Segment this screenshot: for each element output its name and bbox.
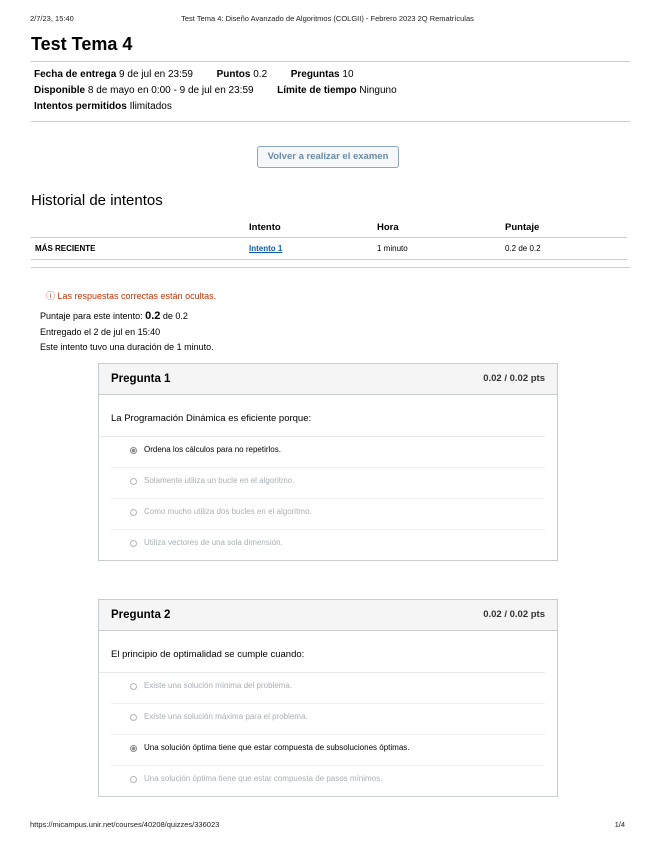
question-points: 0.02 / 0.02 pts [483,609,545,620]
available-value: 8 de mayo en 0:00 - 9 de jul en 23:59 [87,85,254,96]
attempt-score: 0.2 de 0.2 [501,238,627,260]
history-header-attempt: Intento [245,220,373,238]
attempt-score-line [40,310,188,322]
available-label: Disponible [34,85,86,96]
answer-option [111,673,545,704]
radio-icon [130,540,137,547]
time-limit-label: Límite de tiempo [277,85,357,96]
answer-text: Una solución óptima tiene que estar compuesta de subsoluciones óptimas. [144,743,410,752]
attempt-link[interactable]: Intento 1 [249,244,283,253]
attempts-label: Intentos permitidos [34,101,127,112]
score-suffix: de 0.2 [160,311,188,321]
radio-selected-icon [130,745,137,752]
answer-option [111,499,545,530]
question-title: Pregunta 2 [111,609,171,621]
question-header [99,364,557,395]
radio-icon [130,683,137,690]
page-title: Test Tema 4 [31,34,133,54]
divider [31,121,630,122]
history-header-time: Hora [373,220,501,238]
score-value: 0.2 [145,310,161,322]
question-card [98,363,558,561]
radio-icon [130,714,137,721]
question-header [99,600,557,631]
answer-option [111,468,545,499]
quiz-meta-row-1 [34,69,354,80]
history-title: Historial de intentos [31,192,163,209]
answer-text: Ordena los cálculos para no repetirlos. [144,445,281,454]
points-label: Puntos [216,69,251,80]
attempts-value: Ilimitados [129,101,172,112]
score-prefix: Puntaje para este intento: [40,311,146,321]
quiz-meta-row-3 [34,101,172,112]
history-header-score: Puntaje [501,220,627,238]
most-recent-label: MÁS RECIENTE [31,238,245,260]
answer-option [111,437,545,468]
print-title: Test Tema 4: Diseño Avanzado de Algoritmos (COLGII) - Febrero 2023 2Q Rematrículas [181,14,474,23]
retake-quiz-button[interactable]: Volver a realizar el examen [257,146,399,168]
duration-line: Este intento tuvo una duración de 1 minuto. [40,342,214,352]
due-value: 9 de jul en 23:59 [119,69,193,80]
radio-selected-icon [130,447,137,454]
table-row [31,238,627,260]
question-text: El principio de optimalidad se cumple cuando: [99,631,545,673]
radio-icon [130,776,137,783]
question-text: La Programación Dinámica es eficiente porque: [99,395,545,437]
answer-text: Utiliza vectores de una sola dimensión. [144,538,283,547]
divider [31,267,630,268]
quiz-meta-row-2 [34,85,397,96]
answer-option [111,766,545,796]
questions-label: Preguntas [290,69,340,80]
due-label: Fecha de entrega [34,69,117,80]
answer-text: Existe una solución mínima del problema. [144,681,293,690]
attempt-history-table [31,220,627,260]
history-header-blank [31,220,245,238]
radio-icon [130,478,137,485]
answer-text: Como mucho utiliza dos bucles en el algoritmo. [144,507,312,516]
points-value: 0.2 [253,69,268,80]
answer-option [111,735,545,766]
radio-icon [130,509,137,516]
page-number: 1/4 [614,820,625,829]
question-card [98,599,558,797]
answers-hidden-notice: ⓘ Las respuestas correctas están ocultas. [46,291,217,301]
answer-text: Una solución óptima tiene que estar compuesta de pasos mínimos. [144,774,383,783]
questions-value: 10 [342,69,354,80]
answer-text: Existe una solución máxima para el problema. [144,712,308,721]
answer-option [111,530,545,560]
question-points: 0.02 / 0.02 pts [483,373,545,384]
answer-text: Solamente utiliza un bucle en el algoritmo. [144,476,295,485]
submitted-line: Entregado el 2 de jul en 15:40 [40,327,161,337]
question-title: Pregunta 1 [111,373,171,385]
answer-option [111,704,545,735]
footer-url: https://micampus.unir.net/courses/40208/quizzes/336023 [30,820,220,829]
time-limit-value: Ninguno [359,85,397,96]
print-date: 2/7/23, 15:40 [30,14,74,23]
attempt-time: 1 minuto [373,238,501,260]
divider [31,61,630,62]
